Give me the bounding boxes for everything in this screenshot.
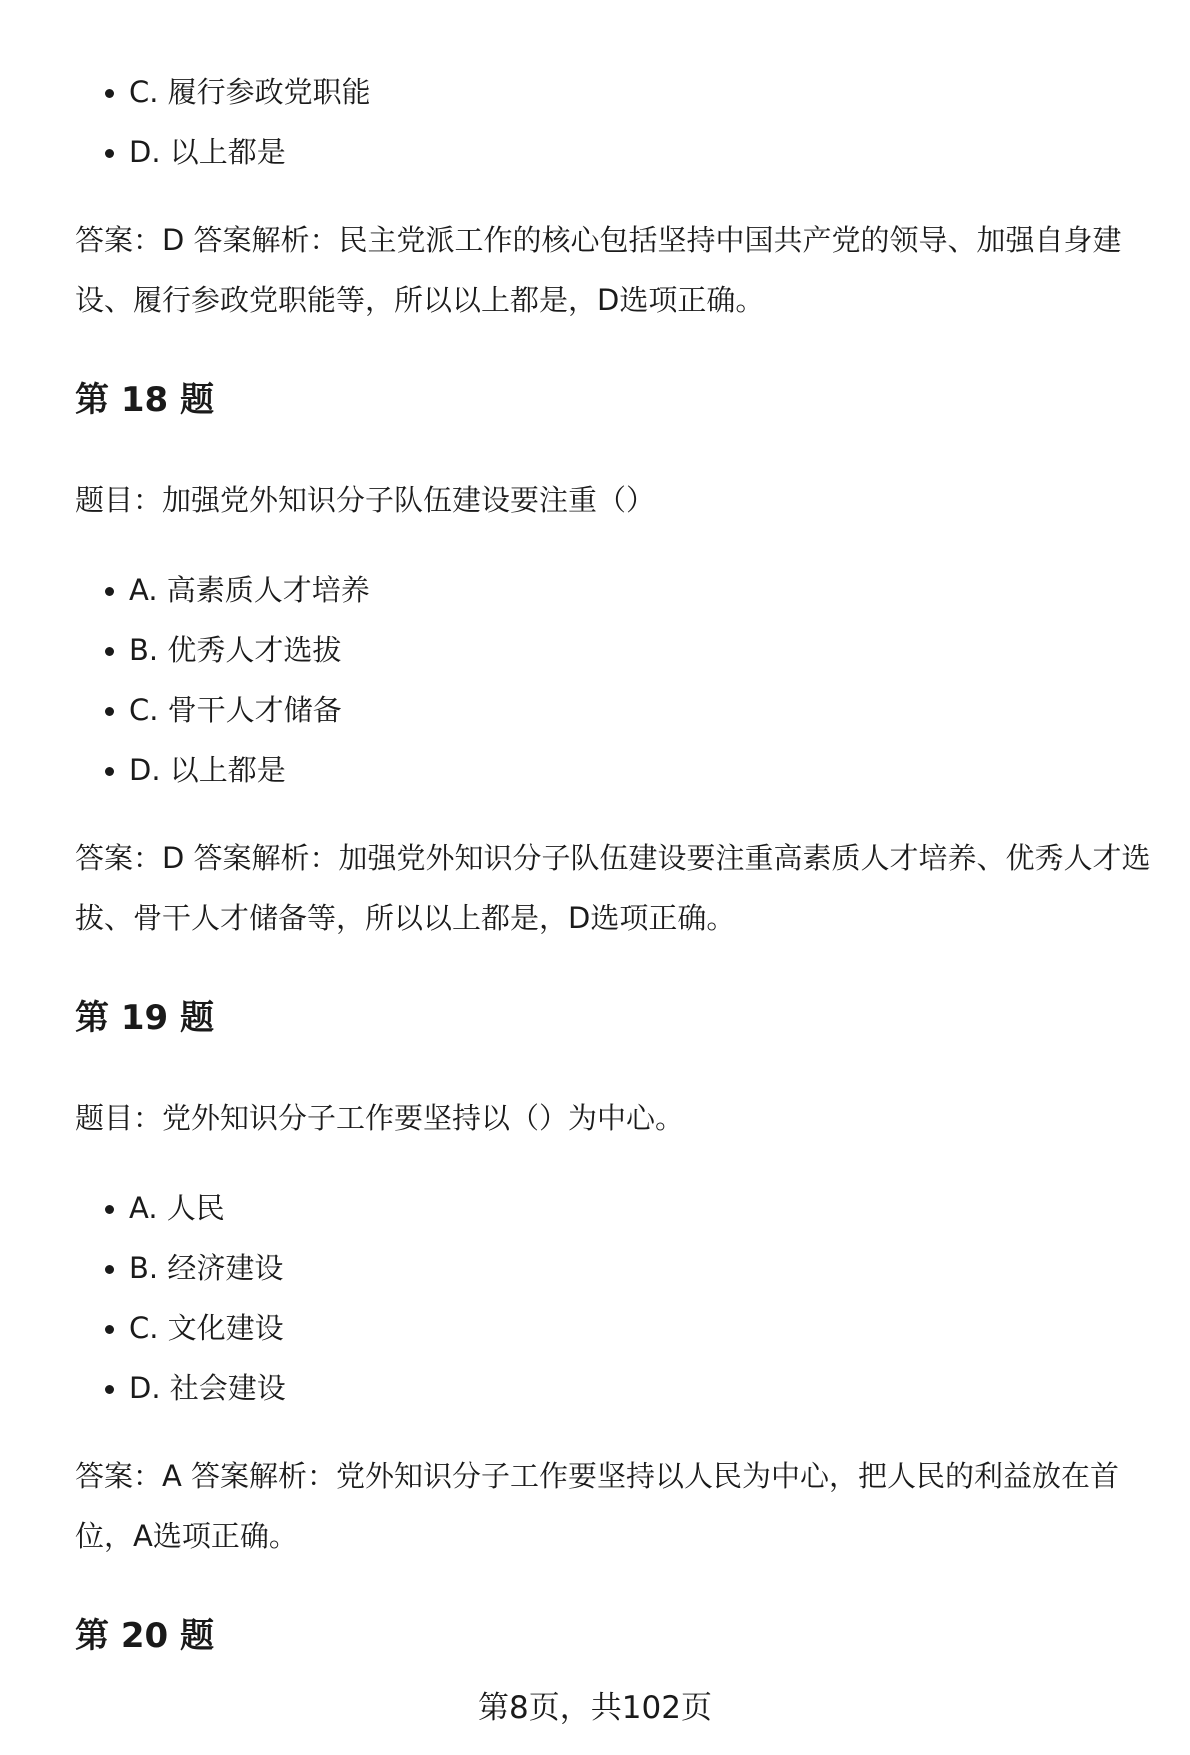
option-item: A. 高素质人才培养 (103, 560, 1165, 620)
option-item: C. 骨干人才储备 (103, 680, 1165, 740)
option-item: C. 文化建设 (103, 1298, 1165, 1358)
q19-title: 第 19 题 (75, 998, 214, 1038)
q20-title: 第 20 题 (75, 1616, 214, 1656)
option-item: A. 人民 (103, 1178, 1165, 1238)
q18-stem: 题目：加强党外知识分子队伍建设要注重（） (75, 483, 656, 517)
q17-options (75, 62, 1165, 182)
option-item: B. 优秀人才选拔 (103, 620, 1165, 680)
q18-title: 第 18 题 (75, 380, 214, 420)
page-number-footer: 第8页，共102页 (478, 1690, 712, 1726)
page-content (75, 62, 1165, 1666)
q19-answer: 答案：A 答案解析：党外知识分子工作要坚持以人民为中心，把人民的利益放在首位，A选项正确。 (75, 1459, 1120, 1553)
q19-stem: 题目：党外知识分子工作要坚持以（）为中心。 (75, 1101, 685, 1135)
option-item: C. 履行参政党职能 (103, 62, 1165, 122)
q18-options (75, 560, 1165, 800)
q17-answer: 答案：D 答案解析：民主党派工作的核心包括坚持中国共产党的领导、加强自身建设、履行参政党职能等，所以以上都是，D选项正确。 (75, 223, 1122, 317)
option-item: D. 以上都是 (103, 740, 1165, 800)
option-item: D. 以上都是 (103, 122, 1165, 182)
option-item: D. 社会建设 (103, 1358, 1165, 1418)
option-item: B. 经济建设 (103, 1238, 1165, 1298)
q19-options (75, 1178, 1165, 1418)
q18-answer: 答案：D 答案解析：加强党外知识分子队伍建设要注重高素质人才培养、优秀人才选拔、骨干人才储备等，所以以上都是，D选项正确。 (75, 841, 1151, 935)
